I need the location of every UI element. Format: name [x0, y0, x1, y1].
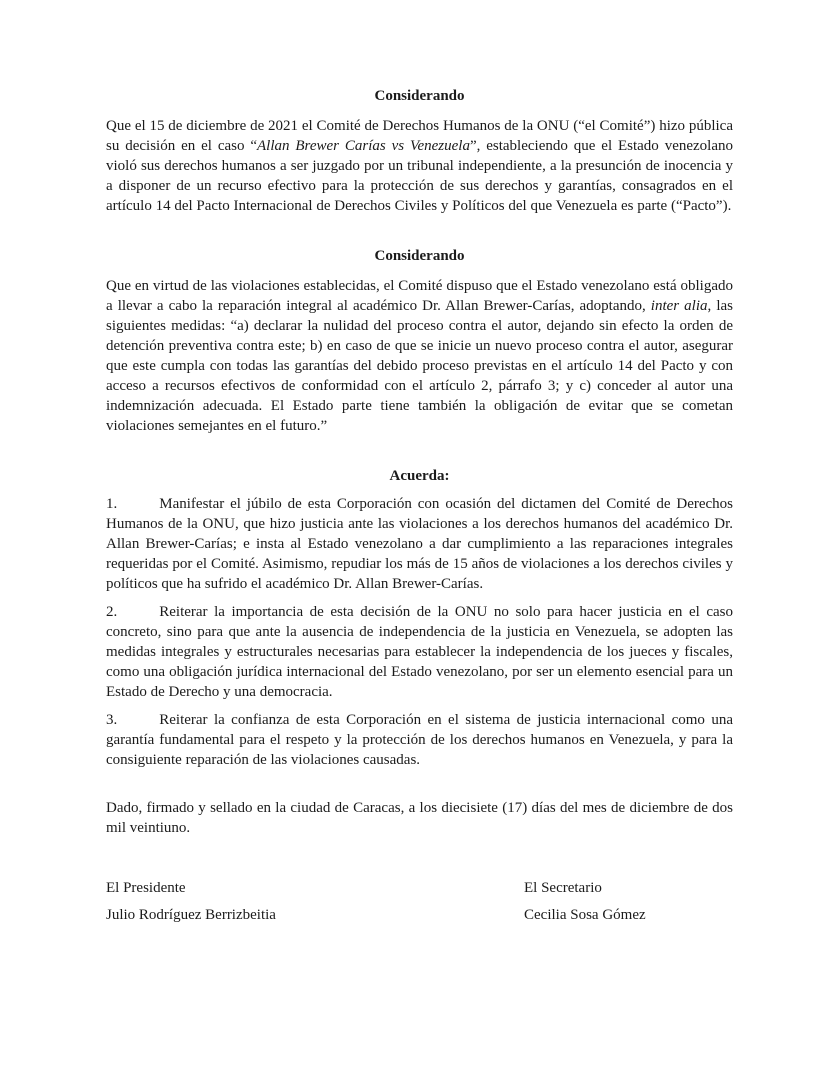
section-acuerda [106, 466, 733, 770]
section-considerando-2 [106, 246, 733, 436]
item-2-text: Reiterar la importancia de esta decisión de la ONU no solo para hacer justicia en el caso concreto, sino para que ante la ausencia de independencia de la justicia en Venezuela, se adopten las medidas integrales y estructurales necesarias para establecer la independencia de los jueces y fiscales, como una obligación jurídica internacional del Estado venezolano, por ser un elemento esencial para un Estado de Derecho y una democracia. [106, 604, 733, 700]
acuerda-heading: Acuerda: [389, 468, 450, 484]
item-1-tab [117, 507, 159, 508]
considerando-1-paragraph [106, 116, 733, 216]
acuerda-item-1 [106, 494, 733, 594]
signature-secretary [524, 878, 733, 925]
acuerda-item-3 [106, 710, 733, 770]
item-2-tab [117, 615, 159, 616]
president-title: El Presidente [106, 880, 186, 896]
item-3-text: Reiterar la confianza de esta Corporación en el sistema de justicia internacional como una garantía fundamental para el respeto y la protección de los derechos humanos en Venezuela, y para la consiguiente reparación de las violaciones causadas. [106, 712, 733, 768]
text-run: ”, estableciendo que el Estado venezolano violó sus derechos humanos a ser juzgado por un tribunal independiente, a la presunción de inocencia y a disponer de un recurso efectivo para la protección de sus derechos y garantías, consagrados en el artículo 14 del Pacto Internacional de Derechos Civiles y Políticos del que Venezuela es parte (“Pacto”). [106, 138, 733, 214]
president-name: Julio Rodríguez Berrizbeitia [106, 907, 276, 923]
secretary-name: Cecilia Sosa Gómez [524, 907, 646, 923]
italic-text-run: inter alia [650, 298, 708, 314]
section-considerando-1 [106, 86, 733, 216]
acuerda-item-2 [106, 602, 733, 702]
text-run: Que en virtud de las violaciones establecidas, el Comité dispuso que el Estado venezolano está obligado a llevar a cabo la reparación integral al académico Dr. Allan Brewer-Carías, adoptando, [106, 278, 733, 314]
text-run: Que el 15 de diciembre de 2021 el Comité de Derechos Humanos de la ONU (“el Comité”) hizo pública su decisión en el caso “ [106, 118, 733, 154]
considerando-2-heading: Considerando [374, 248, 465, 264]
item-1-number: 1. [106, 496, 118, 512]
item-3-number: 3. [106, 712, 118, 728]
secretary-title: El Secretario [524, 880, 602, 896]
signature-block [106, 878, 733, 925]
item-2-number: 2. [106, 604, 118, 620]
item-1-text: Manifestar el júbilo de esta Corporación con ocasión del dictamen del Comité de Derechos Humanos de la ONU, que hizo justicia ante las violaciones a los derechos humanos del académico Dr. Allan Brewer-Carías; e insta al Estado venezolano a dar cumplimiento a las reparaciones integrales requeridas por el Comité. Asimismo, repudiar los más de 15 años de violaciones a los derechos civiles y políticos que ha sufrido el académico Dr. Allan Brewer-Carías. [106, 496, 733, 592]
item-3-tab [117, 723, 159, 724]
closing-paragraph: Dado, firmado y sellado en la ciudad de Caracas, a los diecisiete (17) días del mes de diciembre de dos mil veintiuno. [106, 800, 733, 836]
signature-president [106, 878, 524, 925]
text-run: , las siguientes medidas: “a) declarar la nulidad del proceso contra el autor, dejando sin efecto la orden de detención preventiva contra este; b) en caso de que se inicie un nuevo proceso contra el autor, asegurar que este cumpla con todas las garantías del debido proceso previstas en el artículo 14 del Pacto y con acceso a recursos efectivos de conformidad con el artículo 2, párrafo 3; y c) conceder al autor una indemnización adecuada. El Estado parte tiene también la obligación de evitar que se cometan violaciones semejantes en el futuro.” [106, 298, 734, 434]
considerando-1-heading: Considerando [374, 88, 465, 104]
considerando-2-paragraph [106, 276, 733, 436]
italic-text-run: Allan Brewer Carías vs Venezuela [257, 138, 470, 154]
